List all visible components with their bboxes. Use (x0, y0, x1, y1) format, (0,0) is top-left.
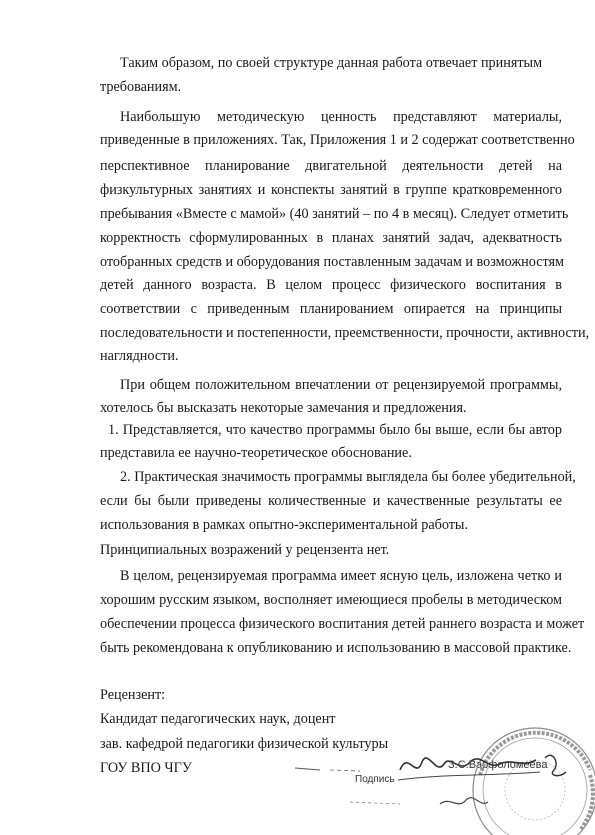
text-line-17: представила ее научно-теоретическое обоснование. (100, 445, 412, 461)
text-line-1: Таким образом, по своей структуре данная работа отвечает принятым (120, 55, 543, 71)
text-line-21: Принципиальных возражений у рецензента нет. (100, 542, 390, 558)
reviewer-name: З.С.Варфоломеева (448, 759, 548, 771)
text-line-5: перспективное планирование двигательной деятельности детей на (100, 158, 562, 174)
text-line-10: детей данного возраста. В целом процесс физического воспитания в (100, 277, 562, 293)
text-line-25: быть рекомендована к опубликованию и использованию в массовой практике. (100, 640, 572, 656)
text-line-20: использования в рамках опытно-экспериментальной работы. (100, 517, 469, 533)
text-line-23: хорошим русским языком, восполняет имеющиеся пробелы в методическом (100, 592, 562, 608)
text-line-18: 2. Практическая значимость программы выглядела бы более убедительной, (120, 469, 576, 485)
text-line-11: соответствии с приведенным планированием опирается на принципы (100, 301, 562, 317)
text-line-24: обеспечении процесса физического воспитания детей раннего возраста и может (100, 616, 585, 632)
text-line-8: корректность сформулированных в планах занятий задач, адекватность (100, 230, 562, 246)
text-line-13: наглядности. (100, 348, 179, 364)
text-line-16: 1. Представляется, что качество программы было бы выше, если бы автор (108, 422, 562, 438)
text-line-7: пребывания «Вместе с мамой» (40 занятий – по 4 в месяц). Следует отметить (100, 206, 569, 222)
text-line-15: хотелось бы высказать некоторые замечания и предложения. (100, 400, 467, 416)
text-line-6: физкультурных занятиях и конспекты занятий в группе кратковременного (100, 182, 562, 198)
signature-caption: Подпись (355, 774, 395, 785)
reviewer-org: ГОУ ВПО ЧГУ (100, 760, 192, 776)
text-line-14: При общем положительном впечатлении от рецензируемой программы, (120, 377, 562, 393)
text-line-9: отобранных средств и оборудования поставленным задачам и возможностям (100, 254, 565, 270)
text-line-12: последовательности и постепенности, преемственности, прочности, активности, (100, 325, 590, 341)
text-line-2: требованиям. (100, 79, 182, 95)
text-line-22: В целом, рецензируемая программа имеет ясную цель, изложена четко и (120, 568, 562, 584)
text-line-19: если бы были приведены количественные и качественные результаты ее (100, 493, 562, 509)
reviewer-label: Рецензент: (100, 687, 166, 703)
reviewer-position: зав. кафедрой педагогики физической культуры (100, 736, 389, 752)
reviewer-degree: Кандидат педагогических наук, доцент (100, 711, 336, 727)
text-line-4: приведенные в приложениях. Так, Приложения 1 и 2 содержат соответственно (100, 132, 575, 148)
handwritten-signature (290, 740, 590, 820)
text-line-3: Наибольшую методическую ценность представляют материалы, (120, 109, 562, 125)
